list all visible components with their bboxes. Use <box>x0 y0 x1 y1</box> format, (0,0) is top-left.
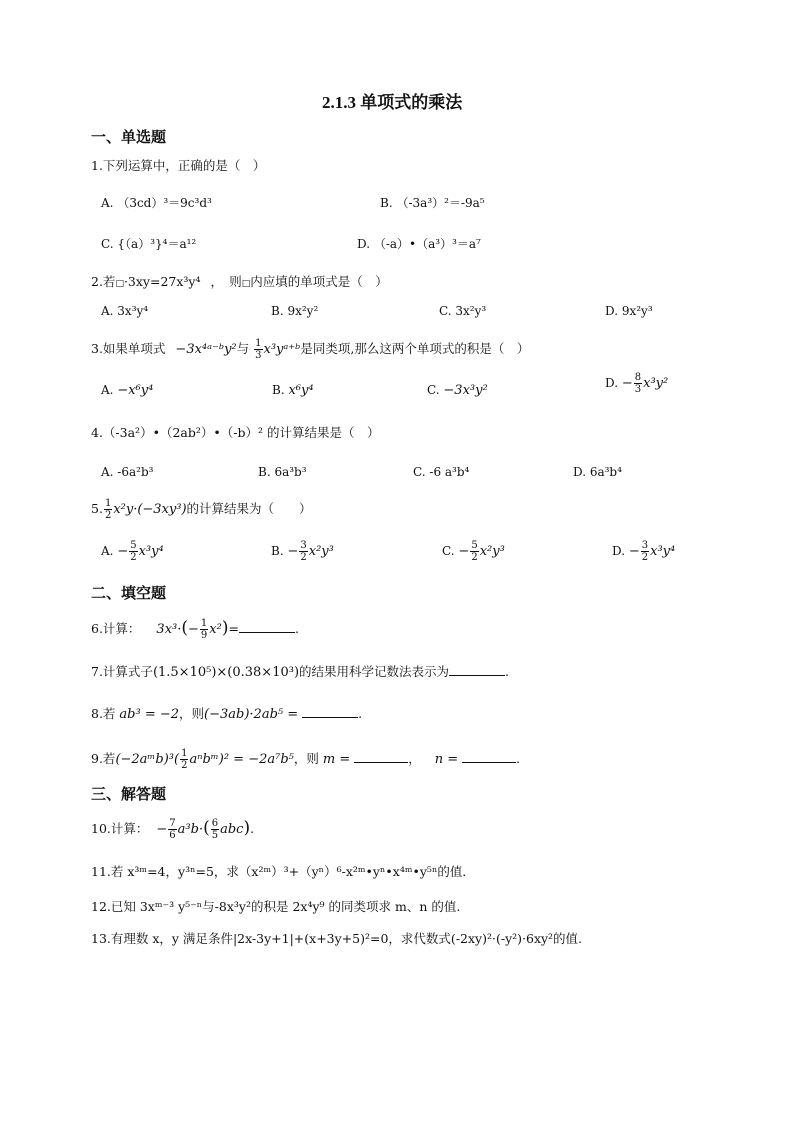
blank-box: □ <box>241 279 251 289</box>
monomial-2: x³yᵃ⁺ᵇ <box>263 342 301 357</box>
question-4-option-c: C. -6 a³b⁴ <box>413 465 470 479</box>
question-12-stem: 12.已知 3xᵐ⁻³ y⁵⁻ⁿ与-8x³y²的积是 2x⁴y⁹ 的同类项求 m、n 的值. <box>91 899 461 914</box>
question-3-option-a: A. −x⁶y⁴ <box>101 383 154 398</box>
page-title: 2.1.3 单项式的乘法 <box>322 93 463 112</box>
question-2-stem: 2.若□·3xy=27x³y⁴ ， 则□内应填的单项式是（ ） <box>91 274 388 289</box>
answer-blank[interactable] <box>302 705 358 718</box>
question-2-option-d: D. 9x²y³ <box>605 304 653 318</box>
question-8-stem: 8.若 ab³ = −2，则(−3ab)·2ab⁵ = . <box>91 706 363 722</box>
question-5-stem: 5. $\frac{1}{2}$ x²y·(−3xy³)的计算结果为（ ） <box>91 498 312 521</box>
question-1-option-d: D. （-a）•（a³）³＝a⁷ <box>357 237 481 251</box>
question-6-stem: 6.计算： 3x³·(− $\frac{1}{9}$ x²)= . <box>91 618 299 641</box>
blank-box: □ <box>115 279 124 289</box>
question-3-option-c: C. −3x³y² <box>427 383 488 398</box>
question-4-option-a: A. -6a²b³ <box>101 465 154 479</box>
answer-blank[interactable] <box>449 663 505 676</box>
question-3-stem: 3.如果单项式 −3x⁴ᵃ⁻ᵇy²与 $\frac{1}{3}$ x³yᵃ⁺ᵇ是同类项,那么这两个单项式的积是（ ） <box>91 338 530 361</box>
question-1-option-a: A. （3cd）³＝9c³d³ <box>101 196 212 210</box>
question-5-option-b: B. − $\frac{3}{2}$ x²y³ <box>271 540 334 563</box>
section-heading-fill-in: 二、填空题 <box>91 584 167 602</box>
section-heading-single-choice: 一、单选题 <box>91 128 167 146</box>
answer-blank-n[interactable] <box>462 750 516 763</box>
question-2-option-c: C. 3x²y³ <box>439 304 487 318</box>
question-4-option-d: D. 6a³b⁴ <box>573 465 622 479</box>
fraction-one-third: $\frac{1}{3}$ <box>255 338 262 361</box>
question-4-option-b: B. 6a³b³ <box>258 465 307 479</box>
answer-blank-m[interactable] <box>354 750 408 763</box>
monomial-1: −3x⁴ᵃ⁻ᵇy² <box>175 342 237 357</box>
question-4-stem: 4.（-3a²）•（2ab²）•（-b）² 的计算结果是（ ） <box>91 425 380 440</box>
question-1-stem: 1.下列运算中，正确的是（ ） <box>91 158 266 173</box>
answer-blank[interactable] <box>239 620 295 633</box>
question-5-option-c: C. − $\frac{5}{2}$ x²y³ <box>442 540 505 563</box>
question-9-stem: 9.若(−2aᵐb)³( $\frac{1}{2}$ aⁿbᵐ)² = −2a⁷b⁵，则 m = ， n = . <box>91 748 521 771</box>
question-10-stem: 10.计算： − $\frac{7}{6}$ a³b·( $\frac{6}{5}$ abc). <box>91 818 255 841</box>
question-1-option-b: B. （-3a³）²＝-9a⁵ <box>380 196 485 210</box>
question-5-option-a: A. − $\frac{5}{2}$ x³y⁴ <box>101 540 164 563</box>
question-2-option-b: B. 9x²y² <box>271 304 319 318</box>
question-1-option-c: C. {（a）³}⁴＝a¹² <box>101 237 197 251</box>
question-2-option-a: A. 3x³y⁴ <box>101 304 149 318</box>
section-heading-solve: 三、解答题 <box>91 785 167 803</box>
question-7-stem: 7.计算式子(1.5×10⁵)×(0.38×10³)的结果用科学记数法表示为 . <box>91 664 510 680</box>
question-3-option-d: D. − $\frac{8}{3}$ x³y² <box>605 372 669 395</box>
question-5-option-d: D. − $\frac{3}{2}$ x³y⁴ <box>612 540 676 563</box>
question-13-stem: 13.有理数 x，y 满足条件|2x-3y+1|+(x+3y+5)²=0，求代数式(-2xy)²·(-y²)·6xy²的值. <box>91 931 583 946</box>
question-3-option-b: B. x⁶y⁴ <box>272 383 314 398</box>
question-11-stem: 11.若 x³ᵐ=4，y³ⁿ=5，求（x²ᵐ）³+（yⁿ）⁶-x²ᵐ•yⁿ•x⁴ᵐ•y⁵ⁿ的值． <box>91 864 475 879</box>
